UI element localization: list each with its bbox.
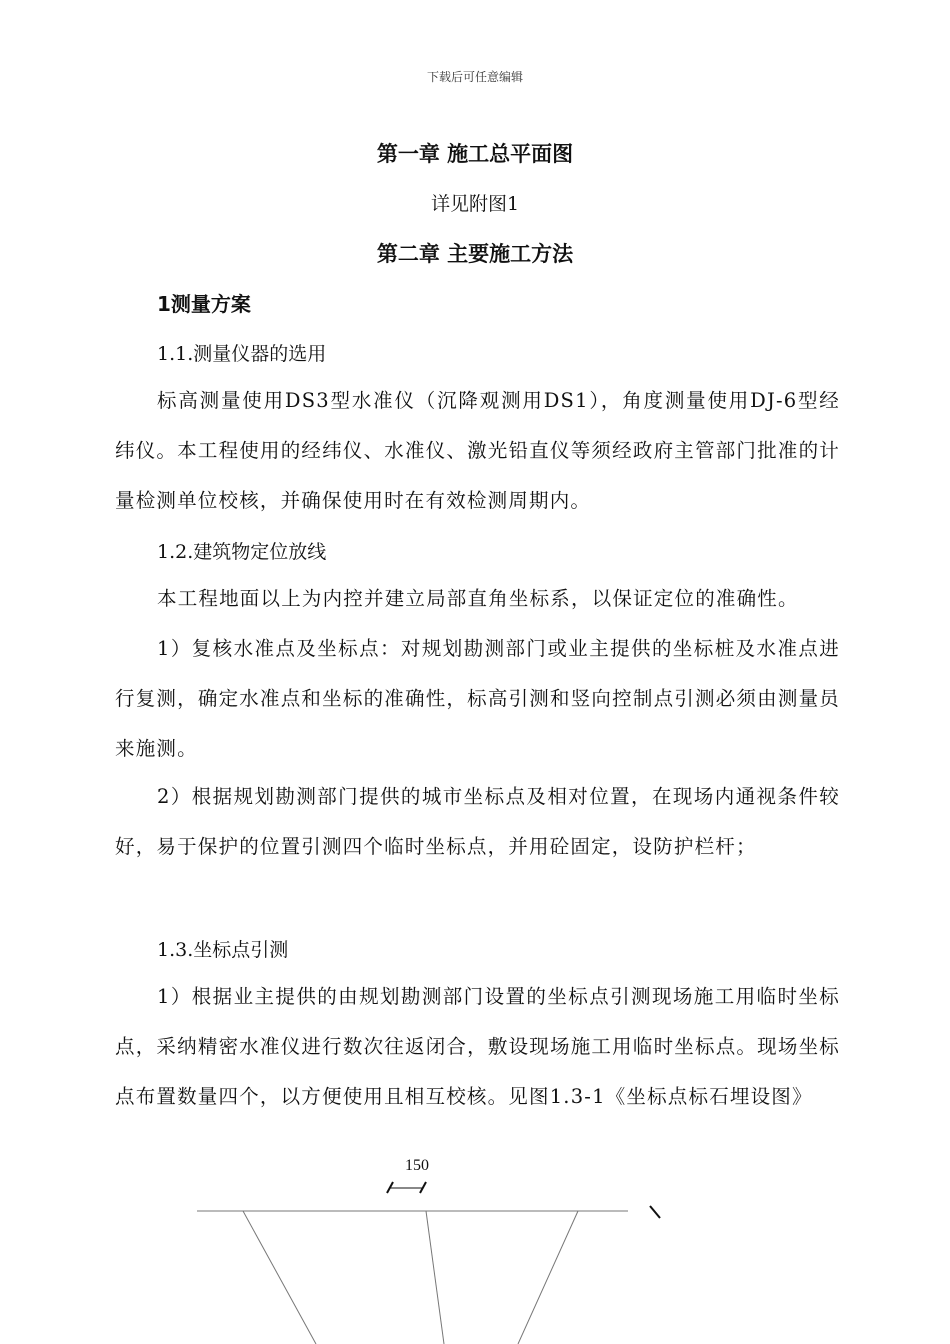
subsection-1-1-title: 1.1.测量仪器的选用	[157, 343, 327, 365]
subsection-1-2-paragraph-1: 本工程地面以上为内控并建立局部直角坐标系，以保证定位的准确性。	[157, 587, 799, 610]
header-note: 下载后可任意编辑	[426, 70, 523, 84]
subsection-1-2-paragraph-3: 2）根据规划勘测部门提供的城市坐标点及相对位置，在现场内通视条件较好，易于保护的位置引测四个临时坐标点，并用砼固定，设防护栏杆；	[115, 785, 840, 858]
trench-left-edge	[243, 1211, 316, 1344]
leader-mark	[650, 1206, 660, 1218]
chapter-1-note: 详见附图1	[430, 193, 520, 215]
section-1-title: 1测量方案	[157, 292, 251, 316]
chapter-2-title: 第二章 主要施工方法	[376, 242, 574, 266]
chapter-1-title: 第一章 施工总平面图	[376, 142, 574, 166]
subsection-1-2-paragraph-2: 1）复核水准点及坐标点：对规划勘测部门或业主提供的坐标桩及水准点进行复测，确定水准点和坐标的准确性，标高引测和竖向控制点引测必须由测量员来施测。	[115, 637, 840, 760]
marker-center-line	[426, 1211, 444, 1344]
subsection-1-3-paragraph-1: 1）根据业主提供的由规划勘测部门设置的坐标点引测现场施工用临时坐标点，采纳精密水准仪进行数次往返闭合，敷设现场施工用临时坐标点。现场坐标点布置数量四个，以方便使用且相互校核。见图1.3-1《坐标点标石埋设图》	[115, 985, 840, 1108]
subsection-1-3-title: 1.3.坐标点引测	[157, 939, 289, 961]
dimension-label: 150	[405, 1157, 429, 1174]
subsection-1-1-paragraph: 标高测量使用DS3型水准仪（沉降观测用DS1），角度测量使用DJ-6型经纬仪。本工程使用的经纬仪、水准仪、激光铅直仪等须经政府主管部门批准的计量检测单位校核，并确保使用时在有效检测周期内。	[115, 389, 840, 512]
subsection-1-2-title: 1.2.建筑物定位放线	[157, 541, 327, 563]
trench-right-edge	[518, 1211, 578, 1344]
survey-marker-figure	[0, 1140, 950, 1344]
